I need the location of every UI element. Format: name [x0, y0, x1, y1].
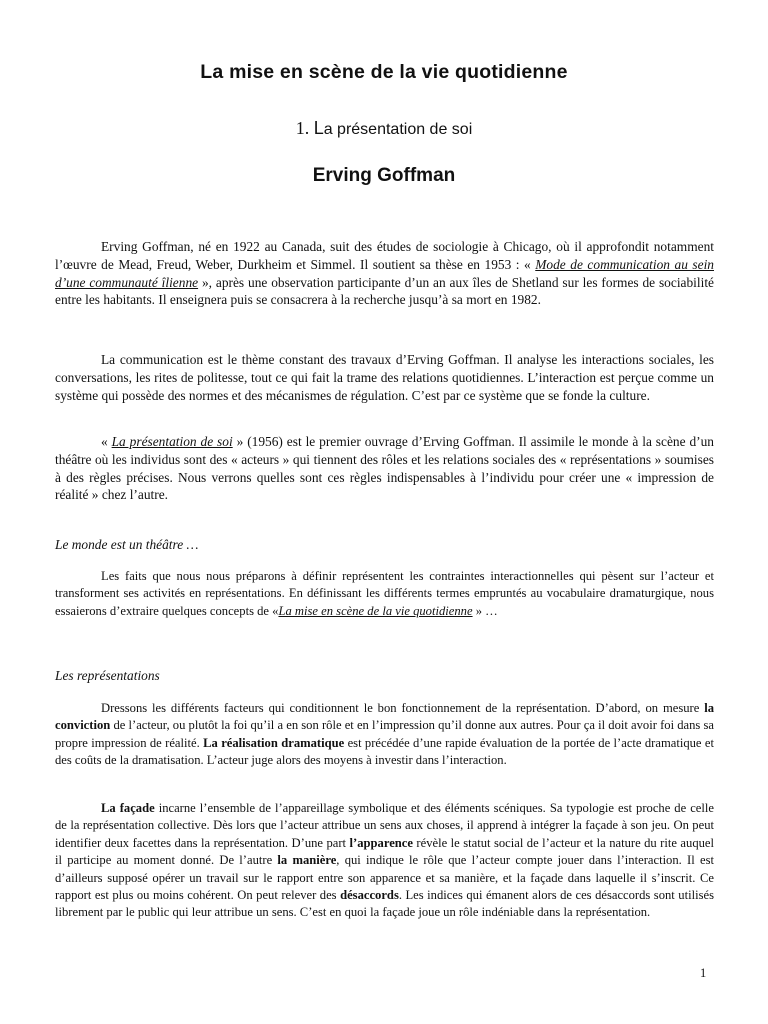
- paragraph-communication: [55, 351, 714, 404]
- paragraph-text: La communication est le thème constant des travaux d’Erving Goffman. Il analyse les interactions sociales, les conversations, les rites de politesse, tout ce qui fait la trame des relations quotidiennes. L’interaction est perçue comme un système qui possède des normes et des mécanismes de régulation. C’est par ce système que se fonde la culture.: [55, 352, 714, 403]
- paragraph-text: Dressons les différents facteurs qui conditionnent le bon fonctionnement de la représentation. D’abord, on mesure: [101, 701, 705, 715]
- paragraph-facts: [55, 568, 714, 620]
- paragraph-facade: [55, 800, 714, 922]
- paragraph-text: . Les indices qui émanent alors de ces désaccords sont utilisés librement par le public qui leur attribue un sens. C’est en quoi la façade joue un rôle indéniable dans la représentation.: [55, 888, 714, 920]
- document-title: La mise en scène de la vie quotidienne: [200, 61, 568, 83]
- section-heading-representations: Les représentations: [55, 668, 160, 683]
- paragraph-presentation: [55, 433, 714, 504]
- paragraph-biography: [55, 238, 714, 309]
- paragraph-text: » …: [472, 603, 498, 618]
- subtitle-initial: L: [313, 118, 324, 138]
- page-number: 1: [700, 966, 707, 980]
- paragraph-text: , qui indique le rôle que l’acteur compte jouer dans l’interaction. Il est d’ailleurs supposé opérer un travail sur le rapport entre son apparence et sa manière, et la façade dans laquelle il s’inscrit. Ce rapport est plus ou moins cohérent. On peut relever des: [55, 853, 714, 903]
- document-subtitle: [0, 118, 768, 139]
- paragraph-text: Les faits que nous nous préparons à définir représentent les contraintes interactionnelles qui pèsent sur l’acteur et transforment ses activités en représentations. En définissant les différents termes empruntés au vocabulaire dramaturgique, nous essaierons d’extraire quelques concepts de «: [55, 569, 714, 618]
- book-title-link[interactable]: La présentation de soi: [111, 434, 233, 449]
- document-author: Erving Goffman: [312, 165, 456, 186]
- paragraph-text: Erving Goffman, né en 1922 au Canada, suit des études de sociologie à Chicago, où il approfondit notamment l’œuvre de Mead, Freud, Weber, Durkheim et Simmel. Il soutient sa thèse en 1953 : «: [55, 239, 714, 272]
- paragraph-text: », après une observation participante d’un an aux îles de Shetland sur les formes de sociabilité entre les habitants. Il enseignera puis se consacrera à la recherche jusqu’à sa mort en 1982.: [55, 274, 715, 308]
- paragraph-text: de l’acteur, ou plutôt la foi qu’il a en son rôle et en l’impression qu’il donne aux autres. Pour ça il doit avoir foi dans sa propre impression de réalité.: [55, 718, 714, 750]
- term-disagreements: désaccords: [340, 888, 399, 903]
- thesis-title-link[interactable]: Mode de communication au sein d’une communauté îlienne: [55, 256, 714, 290]
- term-appearance: l’apparence: [349, 835, 413, 850]
- paragraph-factors: [55, 700, 714, 770]
- term-dramatic-realization: La réalisation dramatique: [203, 735, 345, 750]
- paragraph-text: » (1956) est le premier ouvrage d’Erving Goffman. Il assimile le monde à la scène d’un théâtre où les individus sont des « acteurs » qui tiennent des rôles et les relations sociales des « représentations » soumises à des règles précises. Nous verrons quelles sont ces règles indispensables à l’individu pour créer une « impression de réalité » chez l’autre.: [55, 434, 714, 503]
- section-heading-theatre: Le monde est un théâtre …: [55, 537, 199, 552]
- term-conviction: la conviction: [55, 701, 714, 733]
- paragraph-text: révèle le statut social de l’acteur et la nature du rite auquel il participe au moment donné. De l’autre: [55, 835, 714, 868]
- subtitle-number: 1.: [295, 118, 310, 138]
- term-facade: La façade: [101, 801, 155, 815]
- term-manner: la manière: [277, 853, 337, 868]
- paragraph-text: incarne l’ensemble de l’appareillage symbolique et des éléments scéniques. Sa typologie est proche de celle de la représentation collective. Dès lors que l’acteur attribue un sens aux choses, il apprend à intégrer la façade à son jeu. On peut identifier deux facettes dans la représentation. D’une part: [55, 801, 714, 850]
- book-title-link-2[interactable]: La mise en scène de la vie quotidienne: [278, 603, 473, 618]
- paragraph-text: est précédée d’une rapide évaluation de la portée de l’acte dramatique et des coûts de la dramatisation. L’acteur juge alors des moyens à investir dans l’interaction.: [55, 735, 714, 768]
- paragraph-text: «: [101, 434, 112, 449]
- subtitle-rest: a présentation de soi: [323, 121, 473, 138]
